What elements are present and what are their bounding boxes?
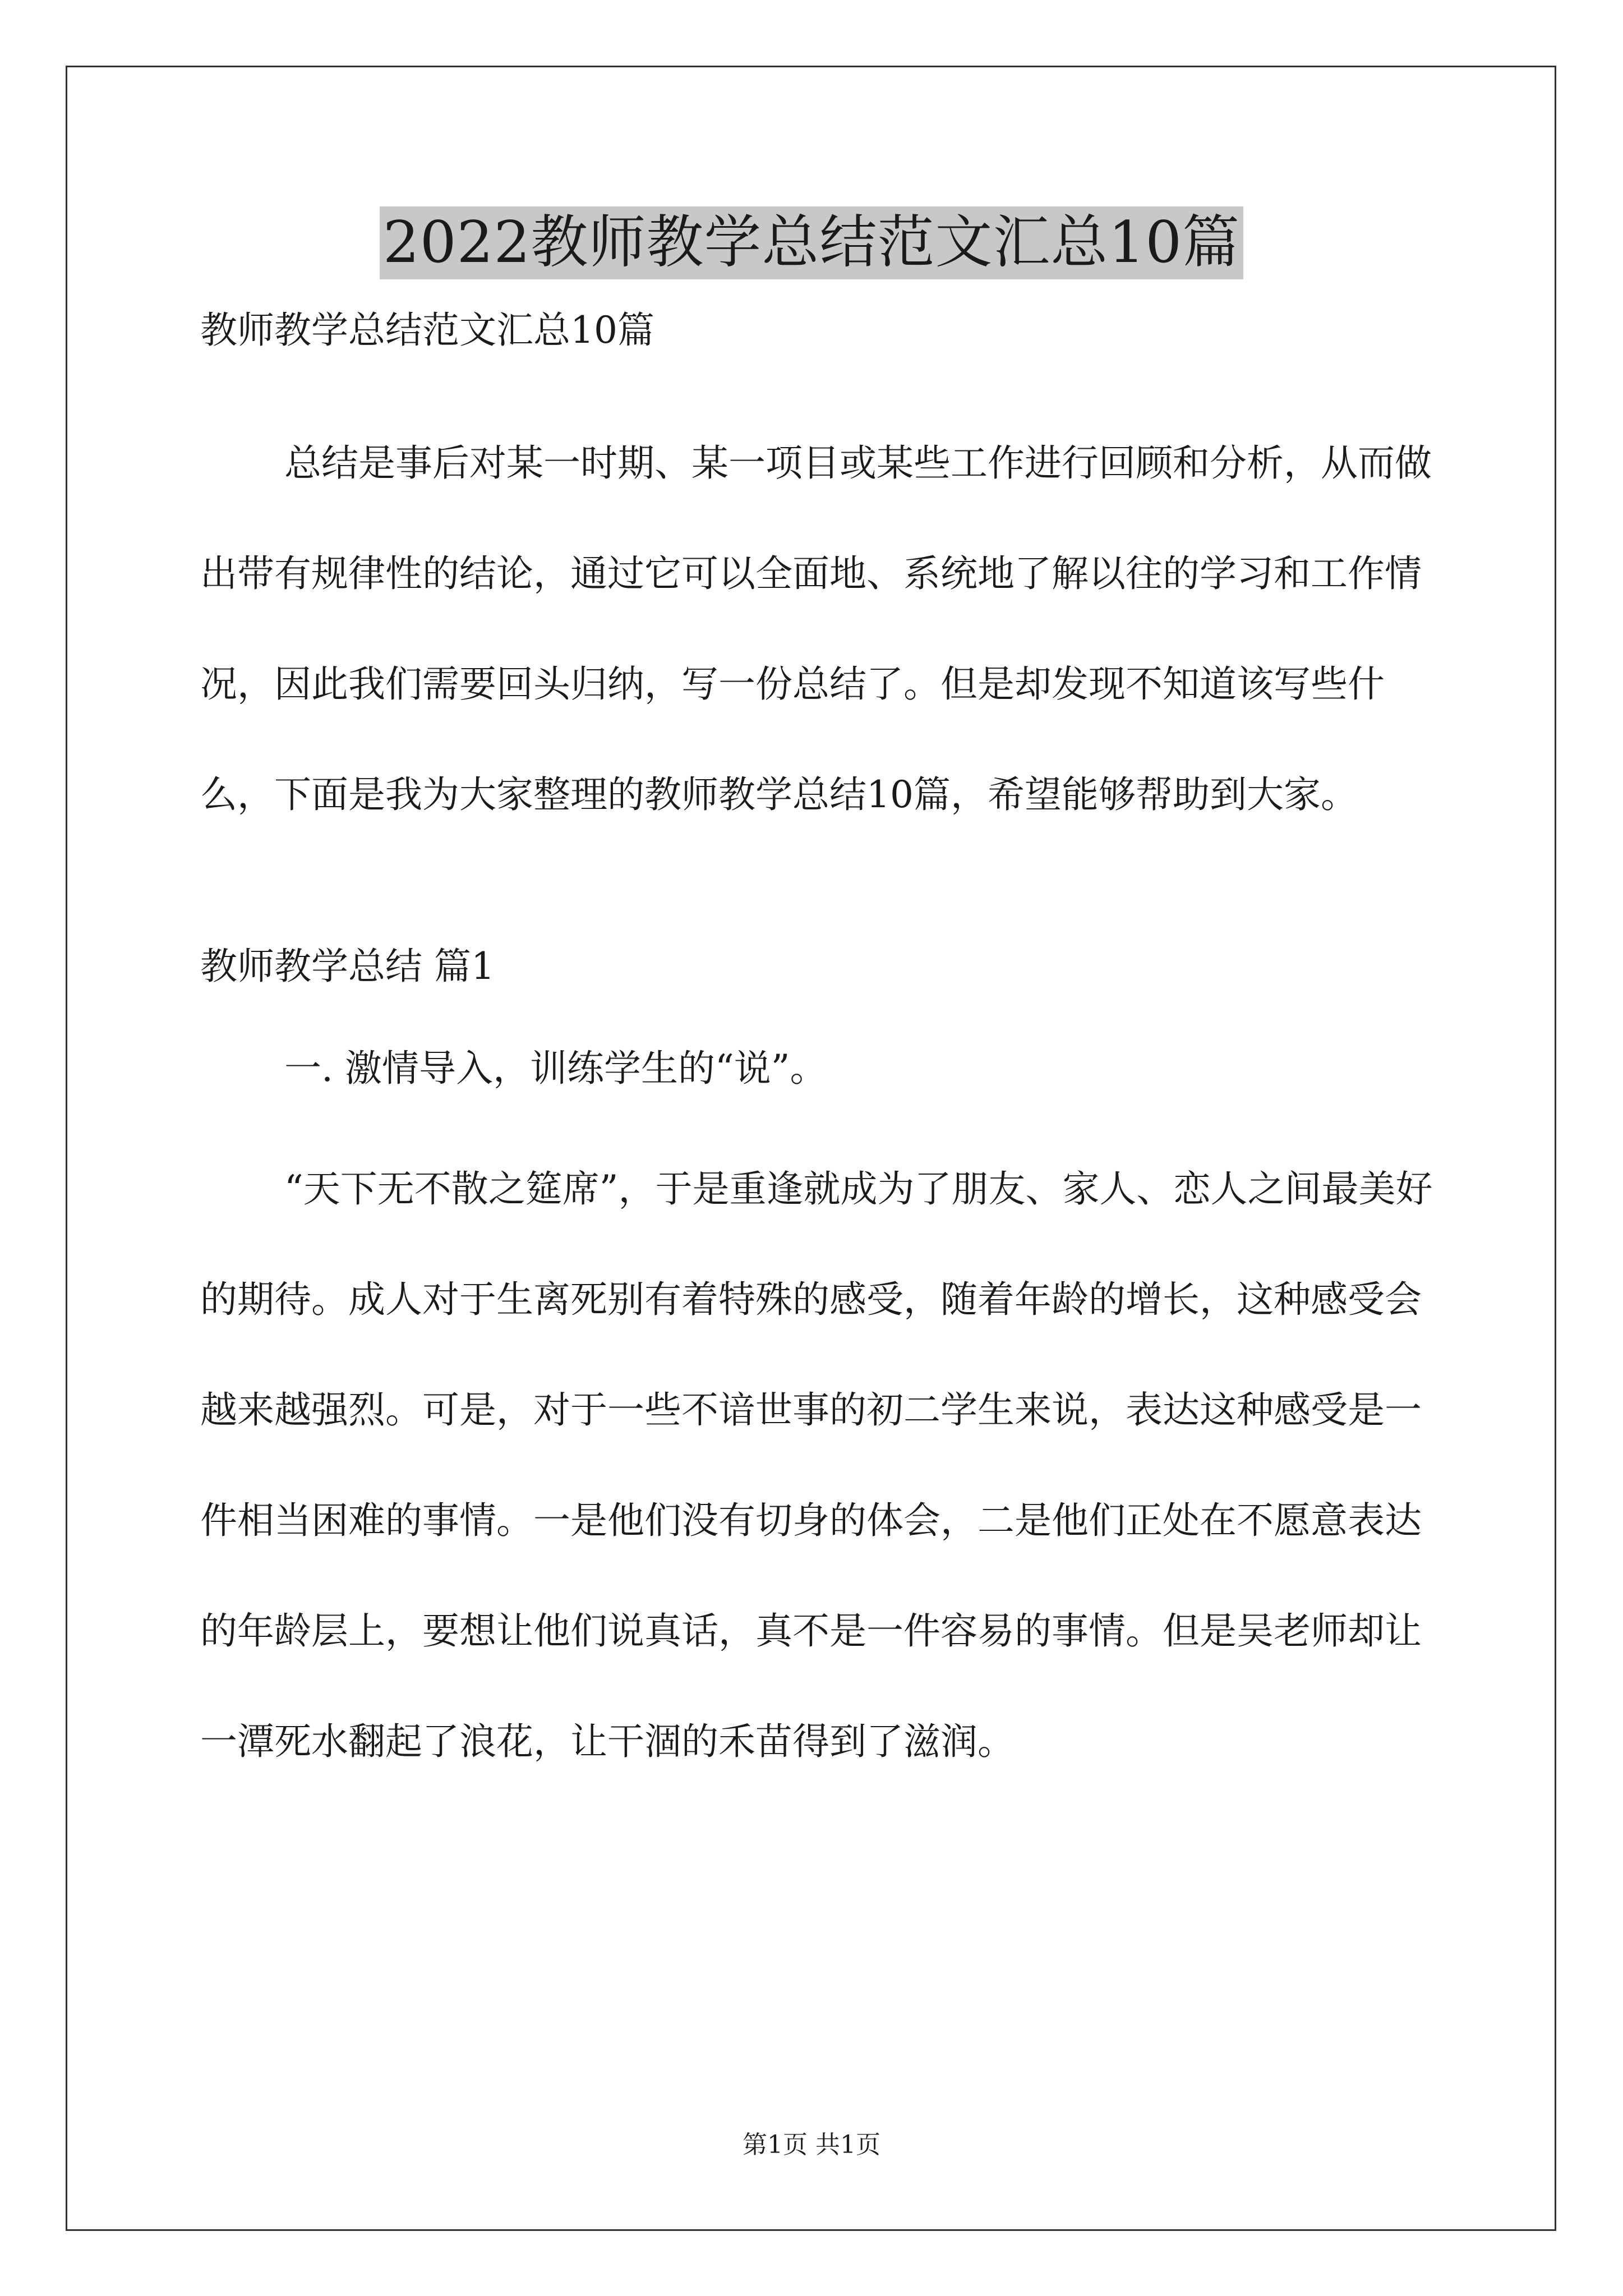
section-heading: 教师教学总结 篇1 xyxy=(200,945,495,988)
page-footer: 第1页 共1页 xyxy=(743,2131,880,2159)
section-point: 一. 激情导入，训练学生的“说”。 xyxy=(284,1047,827,1090)
document-subtitle: 教师教学总结范文汇总10篇 xyxy=(200,309,654,352)
section-body-paragraph: “天下无不散之筵席”，于是重逢就成为了朋友、家人、恋人之间最美好的期待。成人对于生离死别有着特殊的感受，随着年龄的增长，这种感受会越来越强烈。可是，对于一些不谙世事的初二学生来说，表达这种感受是一件相当困难的事情。一是他们没有切身的体会，二是他们正处在不愿意表达的年龄层上，要想让他们说真话，真不是一件容易的事情。但是吴老师却让一潭死水翻起了浪花，让干涸的禾苗得到了滋润。 xyxy=(200,1167,1433,1763)
document-body xyxy=(200,306,1434,1797)
intro-paragraph: 总结是事后对某一时期、某一项目或某些工作进行回顾和分析，从而做出带有规律性的结论，通过它可以全面地、系统地了解以往的学习和工作情况，因此我们需要回头归纳，写一份总结了。但是却发现不知道该写些什么，下面是我为大家整理的教师教学总结10篇，希望能够帮助到大家。 xyxy=(200,441,1432,816)
title-container xyxy=(0,206,1623,279)
document-title: 2022教师教学总结范文汇总10篇 xyxy=(380,206,1243,279)
